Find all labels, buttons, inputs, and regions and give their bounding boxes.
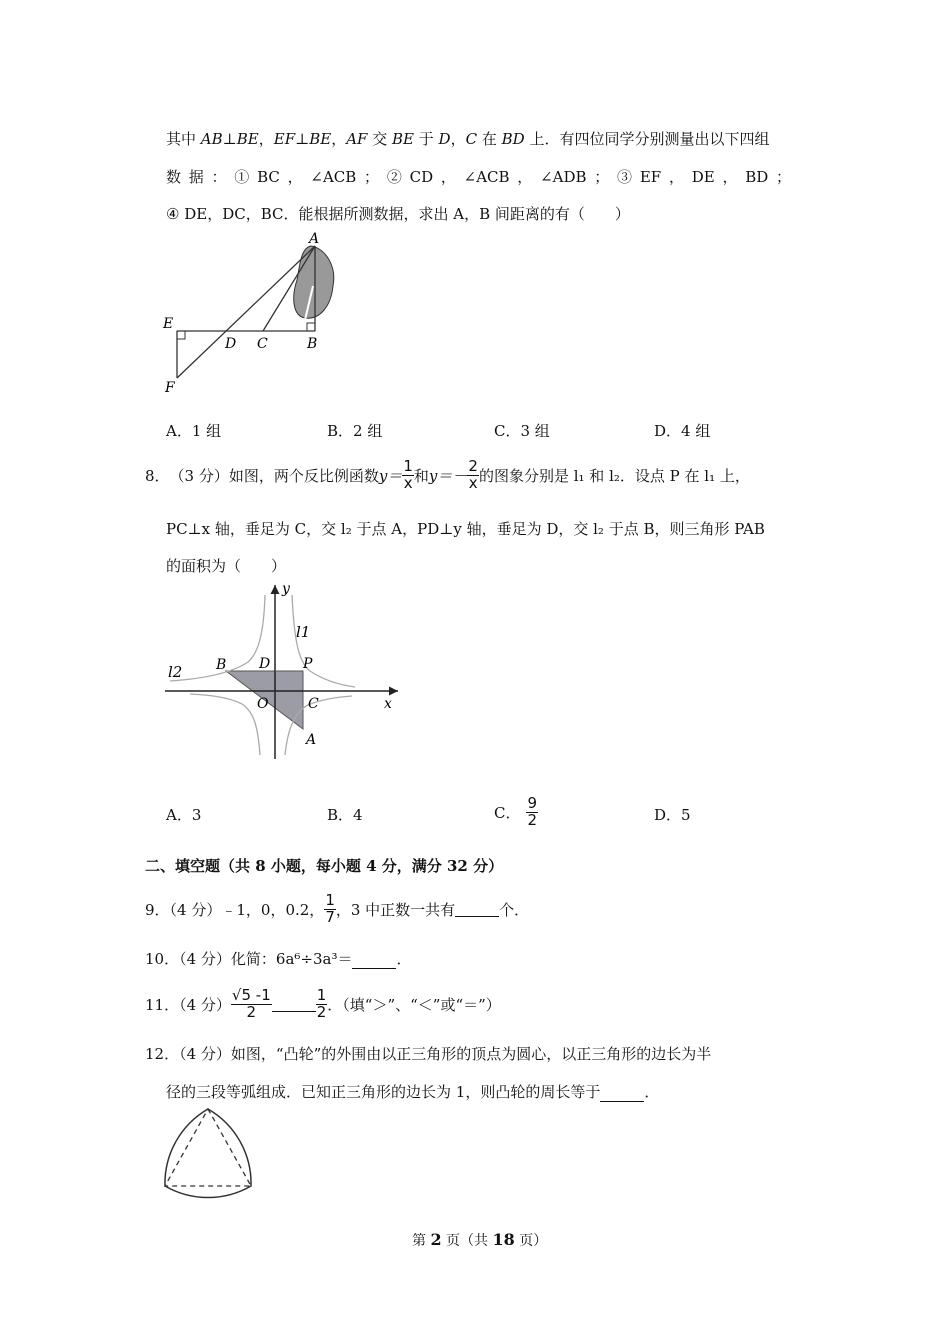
- q8-fraction-1: $\frac{1}{x}$: [403, 456, 413, 492]
- q8-fraction-2: $\frac{2}{x}$: [468, 456, 478, 492]
- label-A: A: [306, 732, 317, 748]
- q7-figure: [155, 228, 345, 398]
- label-P: P: [303, 656, 313, 672]
- q7-option-c: C．3 组: [494, 422, 550, 440]
- label-A: A: [309, 231, 320, 247]
- q9: 9．（4 分）﹣1，0，0.2， $\frac{1}{7}$ ，3 中正数一共有 个．: [145, 890, 530, 926]
- label-O: O: [257, 696, 269, 712]
- q8-option-d: D．5: [654, 806, 691, 824]
- label-E: E: [163, 316, 174, 332]
- q8-option-b: B．4: [327, 806, 363, 824]
- answer-blank: [272, 997, 316, 1012]
- curve-l1-q3: [190, 694, 260, 755]
- q7-line1: 其中 AB⊥BE，EF⊥BE，AF 交 BE 于 D，C 在 BD 上．有四位同学分别测量出以下四组: [166, 130, 770, 148]
- q8-line2: PC⊥x 轴，垂足为 C，交 l₂ 于点 A，PD⊥y 轴，垂足为 D，交 l₂ 于点 B，则三角形 PAB: [166, 520, 765, 538]
- label-y: y: [282, 581, 290, 597]
- q7-option-d: D．4 组: [654, 422, 711, 440]
- q8-line3: 的面积为（ ）: [166, 557, 287, 575]
- label-l2: l2: [168, 663, 183, 681]
- q7-line2: 数 据 ： ① BC ， ∠ACB ； ② CD ， ∠ACB ， ∠ADB ； ③ EF ， DE ， BD ；: [166, 168, 792, 186]
- page-footer: 第 2 页（共 18 页）: [412, 1230, 548, 1249]
- q10: 10．（4 分）化简：6a⁶÷3a³＝ ．: [145, 950, 412, 968]
- q12-line1: 12．（4 分）如图，“凸轮”的外围由以正三角形的顶点为圆心，以正三角形的边长为半: [145, 1045, 712, 1063]
- label-D: D: [259, 656, 271, 672]
- q8-line1: 8． （3 分）如图，两个反比例函数 y＝ $\frac{1}{x}$ 和 y＝－ $\frac{2}{x}$ 的图象分别是 l₁ 和 l₂．设点 P 在 l₁ 上，: [145, 456, 750, 492]
- q8-number: 8．: [145, 466, 170, 485]
- answer-blank: [352, 954, 396, 969]
- q8-stem: （3 分）如图，两个反比例函数: [169, 466, 379, 485]
- answer-blank: [455, 902, 499, 917]
- label-x: x: [384, 696, 392, 712]
- answer-blank: [600, 1087, 644, 1102]
- label-C: C: [308, 696, 319, 712]
- q7-line3: ④ DE，DC，BC．能根据所测数据，求出 A，B 间距离的有（ ）: [166, 205, 630, 223]
- section-heading: 二、填空题（共 8 小题，每小题 4 分，满分 32 分）: [145, 857, 504, 875]
- q11: 11．（4 分） $\frac{√5 -1}{2}$ $\frac{1}{2}$ ．（填“＞”、“＜”或“＝”）: [145, 985, 501, 1021]
- inner-triangle: [165, 1109, 251, 1186]
- label-l1: l1: [296, 623, 311, 641]
- q7-option-b: B．2 组: [327, 422, 383, 440]
- label-D: D: [225, 336, 237, 352]
- q12-line2: 径的三段等弧组成．已知正三角形的边长为 1，则凸轮的周长等于 ．: [166, 1083, 660, 1101]
- right-angle-B: [307, 323, 315, 331]
- label-F: F: [165, 380, 175, 396]
- right-angle-E: [177, 331, 185, 339]
- q8-figure: [160, 577, 410, 767]
- label-B: B: [216, 657, 227, 673]
- q8-option-a: A．3: [166, 806, 202, 824]
- label-C: C: [257, 336, 268, 352]
- q8-option-c: C． $\frac{9}{2}$: [494, 794, 538, 829]
- segment-AF: [177, 246, 318, 378]
- label-B: B: [307, 336, 318, 352]
- pond-shape: [294, 246, 334, 318]
- q7-option-a: A．1 组: [166, 422, 222, 440]
- q12-figure: [158, 1104, 258, 1200]
- reuleaux-outline: [165, 1109, 251, 1198]
